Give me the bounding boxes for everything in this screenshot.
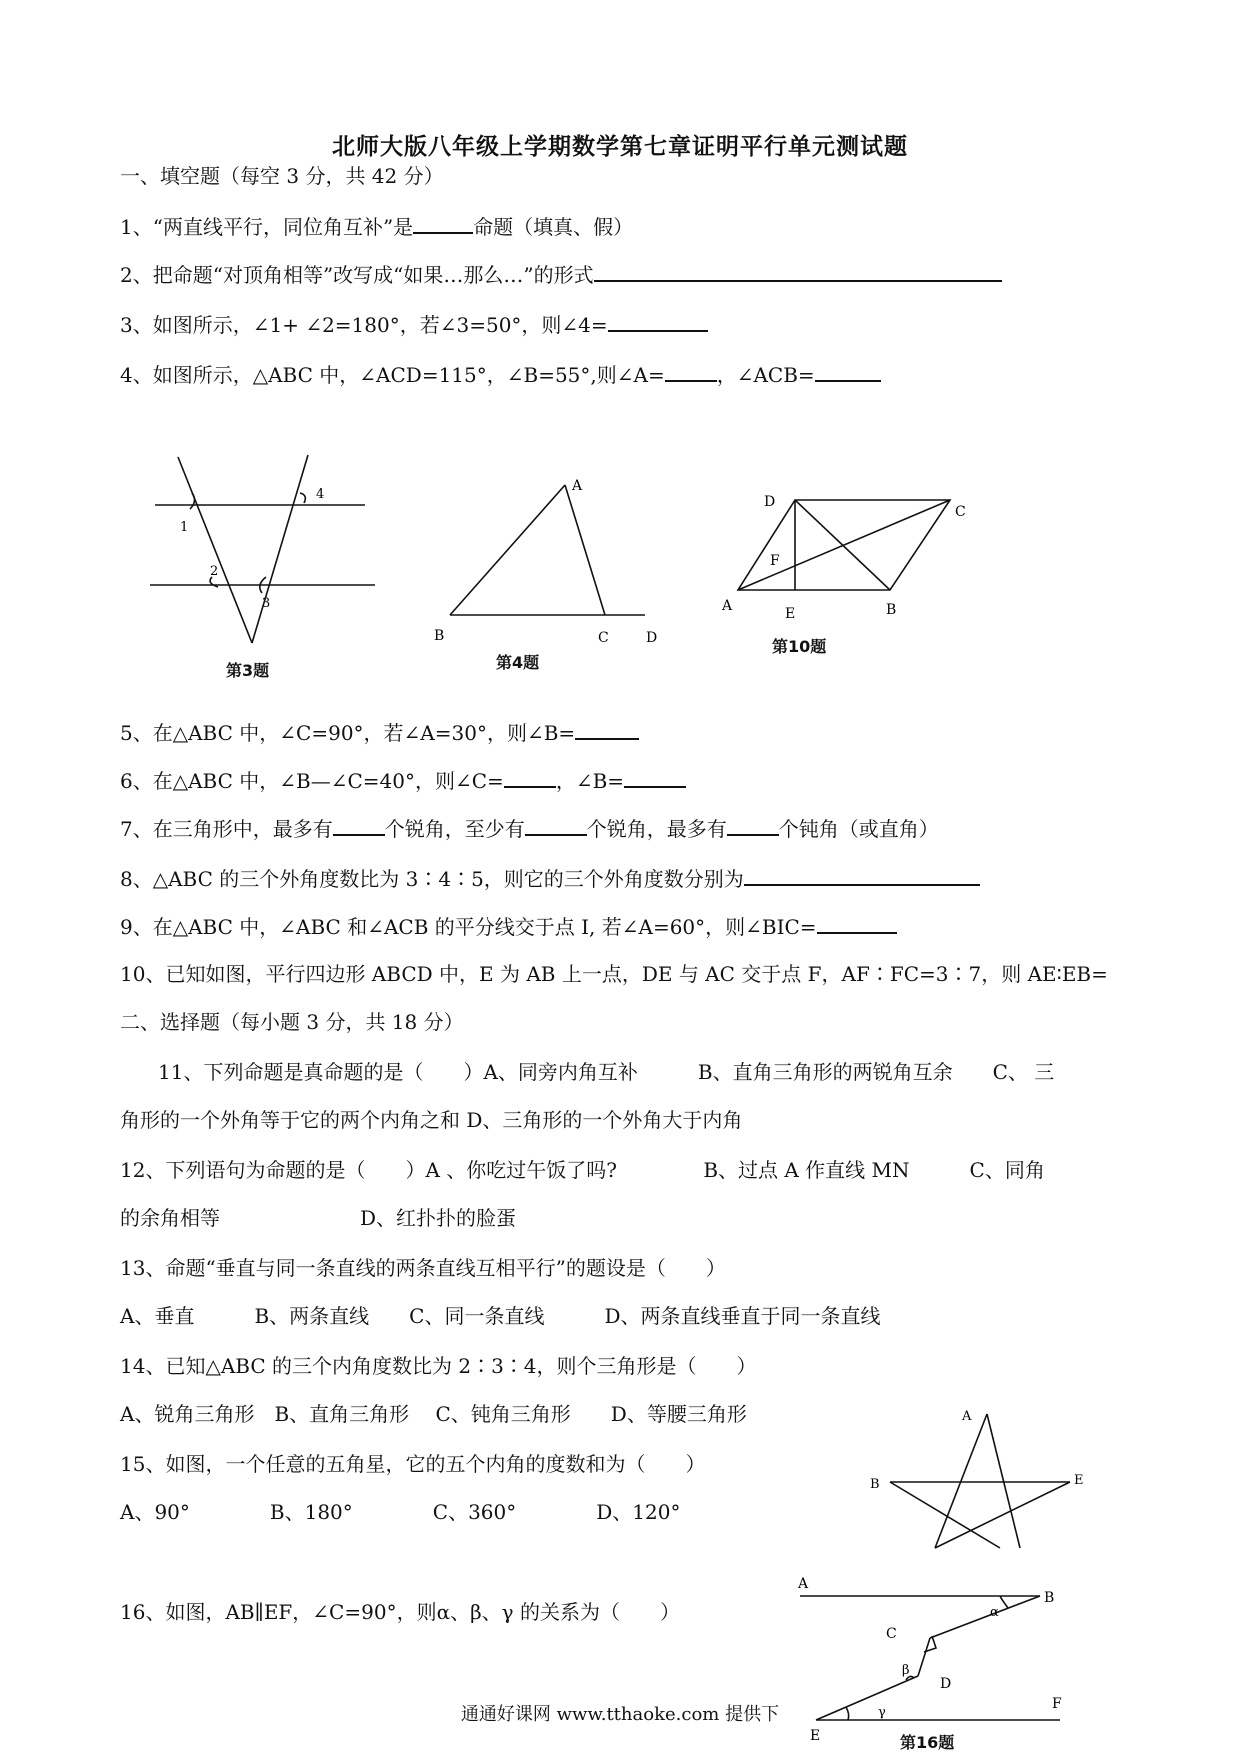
question-2-text: 2、把命题“对顶角相等”改写成“如果…那么…”的形式: [120, 263, 594, 287]
point-label: E: [810, 1728, 821, 1744]
answer-blank[interactable]: [525, 814, 587, 836]
question-1-text-end: 命题（填真、假）: [473, 215, 634, 239]
question-9: [120, 912, 897, 941]
point-label: E: [1074, 1473, 1084, 1488]
question-8: [120, 864, 980, 893]
figure-16: [790, 1570, 1080, 1754]
point-label: B: [886, 602, 897, 618]
point-label: A: [572, 478, 583, 494]
point-label: B: [1044, 1590, 1055, 1606]
point-label: D: [940, 1676, 952, 1692]
question-3: [120, 310, 708, 339]
figure-10: [710, 480, 980, 630]
angle-label: α: [990, 1605, 999, 1620]
point-label: D: [764, 494, 776, 510]
figure-4-caption: 第4题: [496, 653, 540, 672]
point-label: C: [955, 504, 966, 520]
point-label: B: [870, 1477, 880, 1492]
answer-blank[interactable]: [665, 360, 717, 382]
angle-label: γ: [878, 1705, 886, 1720]
answer-blank[interactable]: [594, 260, 1002, 282]
angle-label: β: [902, 1663, 910, 1678]
question-13: 13、命题“垂直与同一条直线的两条直线互相平行”的题设是（ ）: [120, 1256, 726, 1280]
figure-16-caption: 第16题: [900, 1733, 955, 1752]
section-choice-heading: 二、选择题（每小题 3 分，共 18 分）: [120, 1010, 464, 1034]
angle-label: 2: [210, 564, 219, 579]
answer-blank[interactable]: [744, 864, 980, 886]
point-label: B: [434, 628, 445, 644]
question-9-text: 9、在△ABC 中，∠ABC 和∠ACB 的平分线交于点 I, 若∠A=60°，则∠BIC=: [120, 915, 817, 939]
question-11-line-1: 11、下列命题是真命题的是（ ）A、同旁内角互补 B、直角三角形的两锐角互余 C、 三: [158, 1060, 1055, 1084]
question-13-options: A、垂直 B、两条直线 C、同一条直线 D、两条直线垂直于同一条直线: [120, 1304, 881, 1328]
question-4-text-mid: ，∠ACB=: [716, 363, 815, 387]
question-7-text-2: 个锐角，至少有: [384, 817, 525, 841]
point-label: A: [962, 1409, 972, 1424]
point-label: C: [886, 1626, 897, 1642]
answer-blank[interactable]: [815, 360, 881, 382]
answer-blank[interactable]: [333, 814, 385, 836]
figure-10-caption: 第10题: [772, 637, 827, 656]
angle-label: 4: [316, 487, 325, 502]
question-1: [120, 212, 633, 241]
question-7-text-3: 个锐角，最多有: [586, 817, 727, 841]
answer-blank[interactable]: [624, 766, 686, 788]
question-2: [120, 260, 1002, 289]
question-12-line-2: 的余角相等 D、红扑扑的脸蛋: [120, 1206, 517, 1230]
section-fill-heading: 一、填空题（每空 3 分，共 42 分）: [120, 164, 444, 188]
question-6-text-mid: ，∠B=: [555, 769, 625, 793]
figure-15-star: [860, 1400, 1100, 1570]
figure-4: [420, 470, 670, 650]
angle-label: 3: [262, 596, 271, 611]
point-label: F: [770, 553, 780, 569]
question-7-text-4: 个钝角（或直角）: [778, 817, 939, 841]
question-1-text: 1、“两直线平行，同位角互补”是: [120, 215, 414, 239]
answer-blank[interactable]: [504, 766, 556, 788]
angle-label: 1: [180, 520, 189, 535]
figure-3-caption: 第3题: [226, 661, 270, 680]
question-4: [120, 360, 881, 389]
transversal-right: [252, 455, 308, 643]
question-14: 14、已知△ABC 的三个内角度数比为 2∶3∶4，则个三角形是（ ）: [120, 1354, 757, 1378]
question-7: [120, 814, 939, 843]
transversal-left: [178, 457, 252, 643]
point-label: D: [646, 630, 658, 646]
page-title: 北师大版八年级上学期数学第七章证明平行单元测试题: [332, 133, 908, 160]
question-16: 16、如图，AB∥EF，∠C=90°，则α、β、γ 的关系为（ ）: [120, 1600, 680, 1624]
figure-3: [140, 445, 380, 655]
answer-blank[interactable]: [727, 814, 779, 836]
point-label: F: [1052, 1696, 1062, 1712]
question-6: [120, 766, 686, 795]
question-10: 10、已知如图，平行四边形 ABCD 中，E 为 AB 上一点，DE 与 AC 交于点 F，AF∶FC=3∶7，则 AE∶EB=: [120, 962, 1108, 986]
point-label: E: [785, 606, 796, 622]
question-8-text: 8、△ABC 的三个外角度数比为 3∶4∶5，则它的三个外角度数分别为: [120, 867, 744, 891]
page-footer: 通通好课网 www.tthaoke.com 提供下: [460, 1704, 780, 1725]
question-5-text: 5、在△ABC 中，∠C=90°，若∠A=30°，则∠B=: [120, 721, 576, 745]
question-15: 15、如图，一个任意的五角星，它的五个内角的度数和为（ ）: [120, 1452, 706, 1476]
question-11-line-2: 角形的一个外角等于它的两个内角之和 D、三角形的一个外角大于内角: [120, 1108, 743, 1132]
question-5: [120, 718, 639, 747]
point-label: A: [722, 598, 733, 614]
answer-blank[interactable]: [608, 310, 708, 332]
question-3-text: 3、如图所示，∠1+ ∠2=180°，若∠3=50°，则∠4=: [120, 313, 608, 337]
question-12-line-1: 12、下列语句为命题的是（ ）A 、你吃过午饭了吗? B、过点 A 作直线 MN C、同角: [120, 1158, 1045, 1182]
question-4-text: 4、如图所示，△ABC 中，∠ACD=115°，∠B=55°,则∠A=: [120, 363, 665, 387]
question-7-text: 7、在三角形中，最多有: [120, 817, 333, 841]
question-15-options: A、90° B、180° C、360° D、120°: [120, 1500, 681, 1524]
point-label: A: [798, 1576, 809, 1592]
answer-blank[interactable]: [817, 912, 897, 934]
question-6-text: 6、在△ABC 中，∠B—∠C=40°，则∠C=: [120, 769, 504, 793]
answer-blank[interactable]: [413, 212, 473, 234]
answer-blank[interactable]: [575, 718, 639, 740]
point-label: C: [598, 630, 609, 646]
question-14-options: A、锐角三角形 B、直角三角形 C、钝角三角形 D、等腰三角形: [120, 1402, 747, 1426]
